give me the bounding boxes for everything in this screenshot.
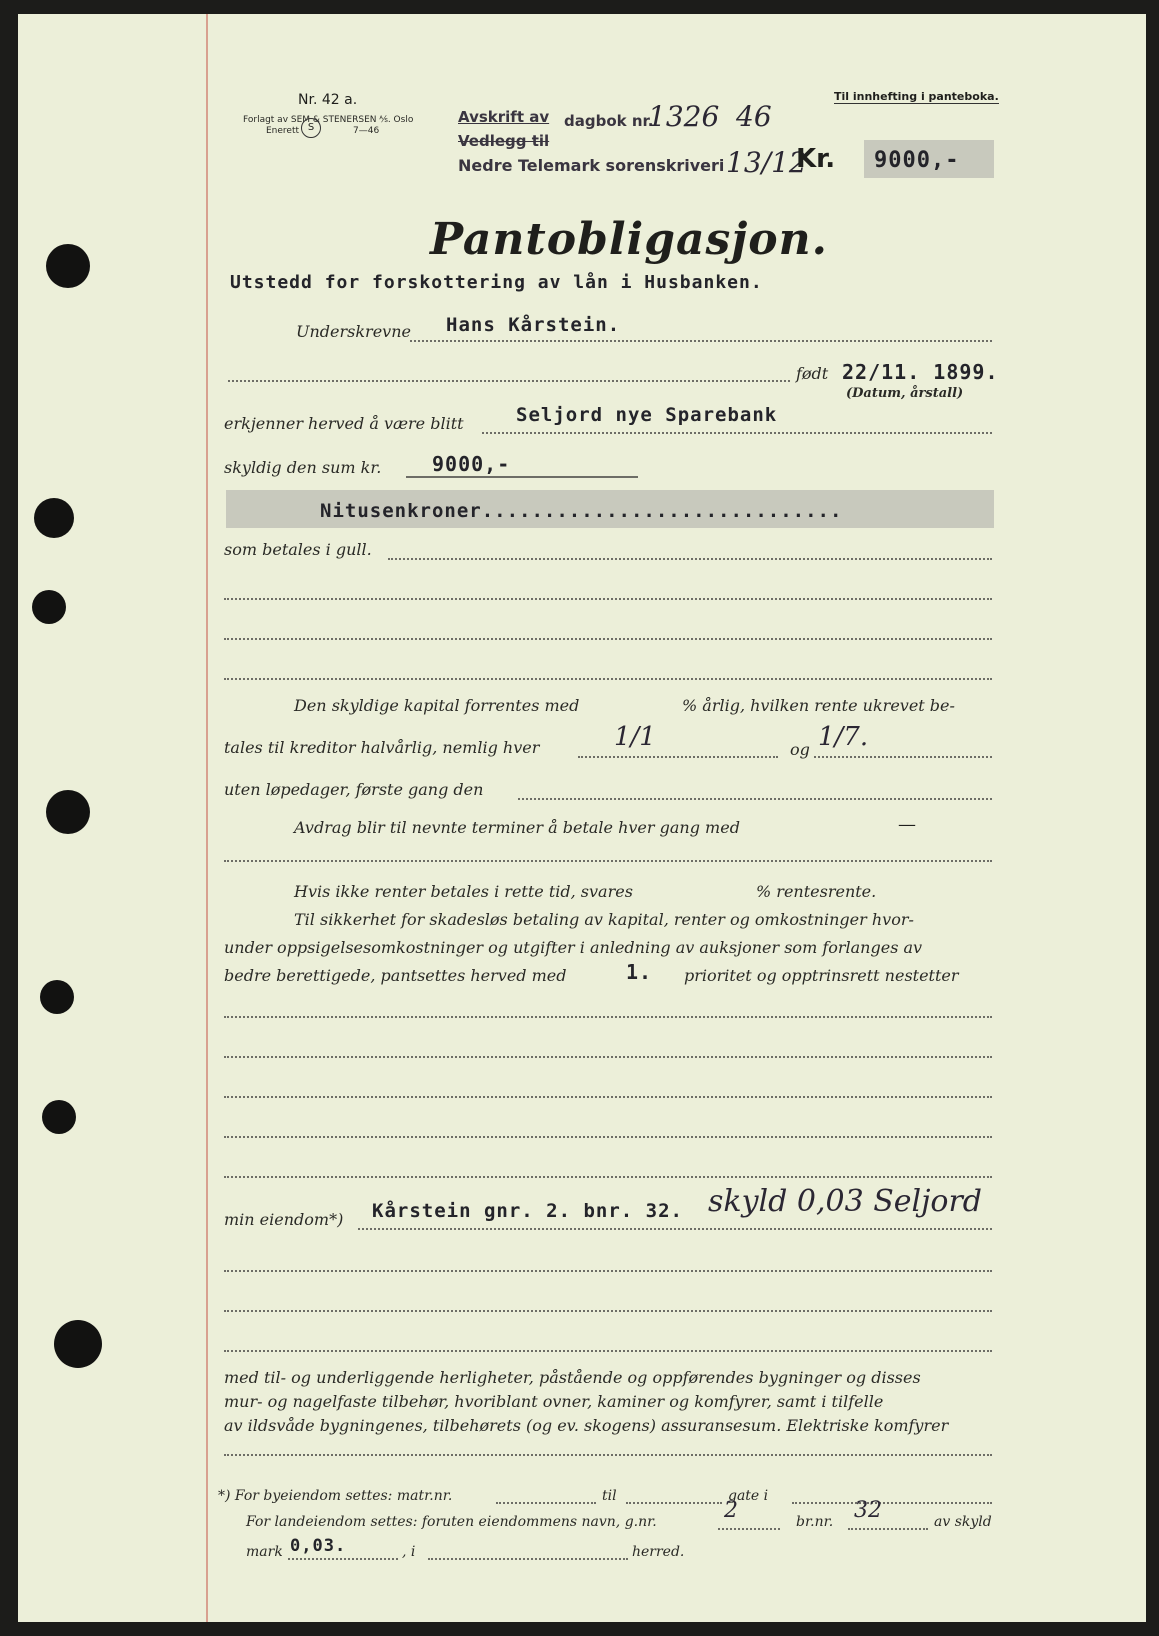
fill-line	[578, 756, 778, 758]
fill-line	[224, 860, 992, 862]
stamp-dagbok: dagbok nr.	[564, 112, 654, 130]
gold-label: som betales i gull.	[224, 540, 372, 559]
footnote-l2c: av skyld	[934, 1514, 992, 1530]
interest-line1a: Den skyldige kapital forrentes med	[294, 696, 580, 715]
stamp-court: Nedre Telemark sorenskriveri	[458, 156, 725, 175]
fill-line	[228, 380, 790, 382]
footnote-mark: 0,03.	[290, 1536, 347, 1556]
footnote-l2b: br.nr.	[796, 1514, 834, 1530]
fill-line	[718, 1528, 780, 1530]
owe-value: 9000,-	[432, 452, 511, 476]
interest-line2: tales til kreditor halvårlig, nemlig hver	[224, 738, 540, 757]
creditor-value: Seljord nye Sparebank	[516, 404, 778, 426]
late-interest-a: Hvis ikke renter betales i rette tid, svares	[294, 882, 633, 901]
punch-hole	[46, 790, 90, 834]
security-p2: under oppsigelsesomkostninger og utgifter i anledning av auksjoner som forlanges av	[224, 938, 923, 957]
fill-line	[224, 598, 992, 600]
footnote-l1c: gate i	[728, 1488, 769, 1504]
fill-line	[224, 1056, 992, 1058]
fill-line	[224, 1176, 992, 1178]
undersigned-label: Underskrevne	[296, 322, 411, 341]
born-value: 22/11. 1899.	[842, 360, 999, 384]
stamp-avskrift: Avskrift av	[458, 108, 550, 126]
kr-amount: 9000,-	[874, 148, 960, 173]
late-interest-b: % rentesrente.	[756, 882, 877, 901]
footnote-l1a: *) For byeiendom settes: matr.nr.	[218, 1488, 453, 1504]
appurtenances-l2: mur- og nagelfaste tilbehør, hvoriblant ovner, kaminer og komfyrer, samt i tilfelle	[224, 1392, 884, 1411]
kr-label: Kr.	[796, 144, 836, 174]
born-hint: (Datum, årstall)	[846, 386, 964, 401]
fill-line	[814, 756, 992, 758]
fill-line	[224, 1350, 992, 1352]
security-p1: Til sikkerhet for skadesløs betaling av kapital, renter og omkostninger hvor-	[294, 910, 914, 929]
appurtenances-l3: av ildsvåde bygningenes, tilbehørets (og ev. skogens) assuransesum. Elektriske komfyrer	[224, 1416, 949, 1435]
interest-line3: uten løpedager, første gang den	[224, 780, 484, 799]
publisher-date: 7—46	[353, 126, 380, 136]
fill-line	[224, 1096, 992, 1098]
interest-date1: 1/1	[614, 722, 656, 752]
publisher-logo-icon: S	[301, 118, 321, 138]
publisher-enerett: Enerett	[266, 126, 300, 136]
property-handwritten: skyld 0,03 Seljord	[708, 1184, 982, 1219]
footnote-bnr: 32	[854, 1498, 882, 1523]
fill-line	[626, 1502, 722, 1504]
punch-hole	[46, 244, 90, 288]
dagbok-year: 46	[736, 100, 772, 133]
security-p3b: prioritet og opptrinsrett nestetter	[684, 966, 959, 985]
publisher-line: Forlagt av SEM & STENERSEN ⅍. Oslo	[243, 115, 414, 125]
form-number: Nr. 42 a.	[298, 92, 358, 108]
fill-line	[224, 1136, 992, 1138]
dagbok-number: 1326	[648, 100, 720, 133]
fill-line	[518, 798, 992, 800]
fill-line	[224, 638, 992, 640]
footnote-gnr: 2	[724, 1498, 738, 1523]
footnote-l3a: mark	[246, 1544, 283, 1560]
installment-line: Avdrag blir til nevnte terminer å betale hver gang med	[294, 818, 740, 837]
punch-hole	[34, 498, 74, 538]
subtitle: Utstedd for forskottering av lån i Husbanken.	[230, 272, 763, 293]
amount-words: Nitusenkroner.............................	[320, 500, 843, 522]
fill-line	[410, 340, 992, 342]
acknowledges-label: erkjenner herved å være blitt	[224, 414, 464, 433]
punch-hole	[32, 590, 66, 624]
footnote-l2a: For landeiendom settes: foruten eiendommens navn, g.nr.	[246, 1514, 657, 1530]
margin-rule	[206, 14, 208, 1622]
handwritten-date: 13/12	[726, 146, 807, 179]
fill-line	[358, 1228, 992, 1230]
security-p3a: bedre berettigede, pantsettes herved med	[224, 966, 567, 985]
footnote-l3c: herred.	[632, 1544, 685, 1560]
fill-line	[224, 1016, 992, 1018]
fill-line	[496, 1502, 596, 1504]
fill-line	[224, 1270, 992, 1272]
installment-dash: —	[898, 814, 916, 835]
fill-line	[482, 432, 992, 434]
fill-line	[428, 1558, 628, 1560]
footnote-l1b: til	[602, 1488, 617, 1504]
fill-line	[224, 1310, 992, 1312]
interest-line1b: % årlig, hvilken rente ukrevet be-	[682, 696, 955, 715]
property-typed: Kårstein gnr. 2. bnr. 32.	[372, 1200, 683, 1222]
fill-line	[224, 1454, 992, 1456]
footnote-l3b: , i	[402, 1544, 416, 1560]
interest-date2: 1/7.	[818, 722, 869, 752]
undersigned-value: Hans Kårstein.	[446, 314, 621, 336]
property-label: min eiendom*)	[224, 1210, 344, 1229]
priority-value: 1.	[626, 960, 653, 984]
fill-line	[792, 1502, 992, 1504]
fill-line	[288, 1558, 398, 1560]
owe-label: skyldig den sum kr.	[224, 458, 382, 477]
stamp-vedlegg: Vedlegg til	[458, 132, 550, 150]
binding-note: Til innhefting i panteboka.	[834, 90, 999, 103]
punch-hole	[40, 980, 74, 1014]
fill-line	[388, 558, 992, 560]
punch-hole	[42, 1100, 76, 1134]
fill-line	[848, 1528, 928, 1530]
interest-og: og	[790, 740, 810, 759]
page-title: Pantobligasjon.	[430, 214, 828, 265]
fill-line	[224, 678, 992, 680]
born-label: født	[796, 364, 829, 383]
fill-line	[406, 476, 638, 478]
document-page	[18, 14, 1146, 1622]
appurtenances-l1: med til- og underliggende herligheter, påstående og oppførendes bygninger og disses	[224, 1368, 921, 1387]
punch-hole	[54, 1320, 102, 1368]
